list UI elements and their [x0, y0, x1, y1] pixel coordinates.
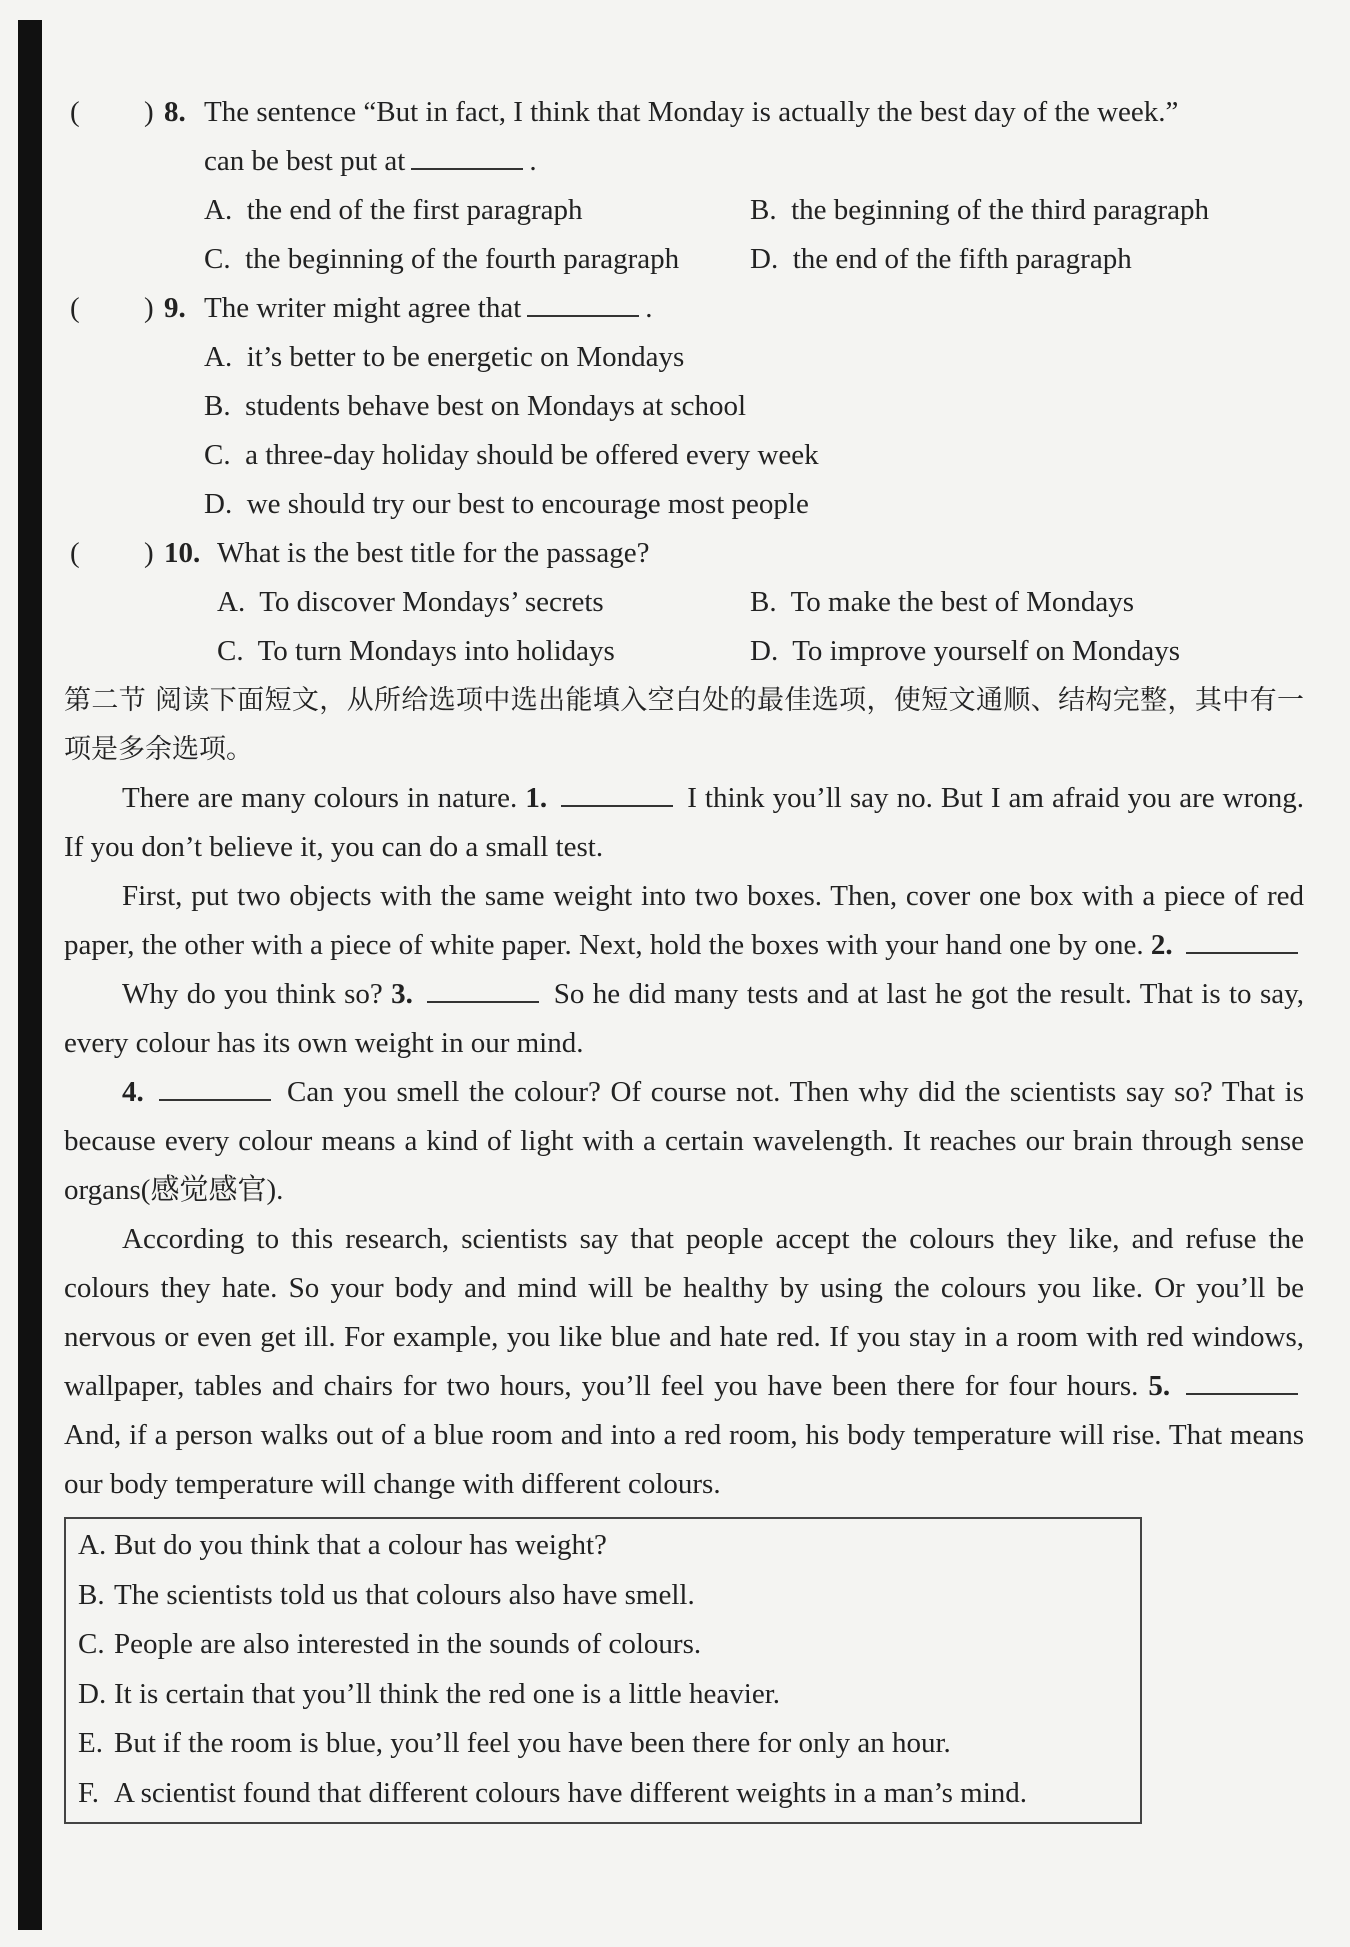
- option-c: C. To turn Mondays into holidays: [217, 635, 615, 667]
- box-option-b: B. The scientists told us that colours also have smell.: [78, 1578, 695, 1611]
- answer-paren-open: (: [70, 96, 80, 128]
- box-option-e: E. But if the room is blue, you’ll feel you have been there for only an hour.: [78, 1727, 951, 1759]
- box-option-c: C. People are also interested in the sounds of colours.: [78, 1628, 702, 1660]
- worksheet-page: [64, 88, 1304, 1824]
- answer-paren-close: ): [144, 96, 154, 128]
- passage-paragraph: Why do you think so? 3. So he did many tests and at last he got the result. That is to say, every colour has its own weight in our mind.: [64, 970, 1304, 1068]
- blank-number: 4.: [122, 1076, 144, 1108]
- box-option-a: A. But do you think that a colour has weight?: [78, 1529, 607, 1561]
- answer-blank: [527, 285, 639, 317]
- passage-paragraph: There are many colours in nature. 1. I think you’ll say no. But I am afraid you are wrong. If you don’t believe it, you can do a small test.: [64, 774, 1304, 872]
- question-stem: What is the best title for the passage?: [217, 537, 650, 569]
- option-b: B. the beginning of the third paragraph: [750, 194, 1210, 226]
- answer-blank: [1186, 1363, 1298, 1395]
- passage-paragraph: First, put two objects with the same weight into two boxes. Then, cover one box with a piece of red paper, the other with a piece of white paper. Next, hold the boxes with your hand one by one. 2.: [64, 880, 1304, 961]
- box-option-d: D. It is certain that you’ll think the red one is a little heavier.: [78, 1677, 780, 1710]
- answer-blank: [561, 775, 673, 807]
- options-row: [64, 186, 1304, 235]
- blank-number: 5.: [1148, 1370, 1171, 1402]
- binding-edge: [18, 20, 42, 1930]
- answer-paren-open: (: [70, 537, 80, 569]
- question-8: [64, 88, 1304, 137]
- answer-blank: [427, 971, 539, 1003]
- blank-number: 3.: [391, 978, 413, 1010]
- answer-blank: [1186, 922, 1298, 954]
- answer-blank: [411, 138, 523, 170]
- option-d: D. the end of the fifth paragraph: [750, 243, 1132, 275]
- option-d: D. To improve yourself on Mondays: [750, 635, 1180, 667]
- passage-paragraph: According to this research, scientists say that people accept the colours they like, and refuse the colours they hate. So your body and mind will be healthy by using the colours you like. Or you’ll be nervous or even get ill. For example, you like blue and hate red. If you stay in a room with red windows, wallpaper, tables and chairs for two hours, you’ll feel you have been there for four hours. 5. And, if a person walks out of a blue room and into a red room, his body temperature will rise. That means our body temperature will change with different colours.: [64, 1223, 1304, 1500]
- options-row: [64, 578, 1304, 627]
- question-9: [64, 284, 1304, 333]
- section-heading: 第二节 阅读下面短文，从所给选项中选出能填入空白处的最佳选项，使短文通顺、结构完整，其中有一项是多余选项。: [64, 685, 1304, 765]
- question-number: 10.: [164, 537, 201, 569]
- question-10: [64, 529, 1304, 578]
- question-stem: The sentence “But in fact, I think that Monday is actually the best day of the week.”: [204, 96, 1179, 128]
- question-stem: The writer might agree that .: [204, 284, 653, 333]
- options-box: [64, 1517, 1142, 1824]
- box-option-f: F. A scientist found that different colours have different weights in a man’s mind.: [78, 1776, 1028, 1809]
- answer-paren-open: (: [70, 292, 80, 324]
- option-c: C. the beginning of the fourth paragraph: [204, 243, 680, 275]
- question-number: 9.: [164, 292, 186, 324]
- answer-blank: [159, 1069, 271, 1101]
- question-stem-continued: can be best put at .: [64, 137, 1304, 186]
- passage-paragraph: 4. Can you smell the colour? Of course not. Then why did the scientists say so? That is because every colour means a kind of light with a certain wavelength. It reaches our brain through sense organs(感觉感官).: [64, 1068, 1304, 1215]
- answer-paren-close: ): [144, 537, 154, 569]
- option-c: C. a three-day holiday should be offered every week: [204, 439, 819, 471]
- option-d: D. we should try our best to encourage most people: [204, 488, 809, 520]
- option-a: A. it’s better to be energetic on Mondays: [204, 341, 685, 373]
- option-a: A. To discover Mondays’ secrets: [217, 586, 604, 618]
- question-number: 8.: [164, 96, 186, 128]
- blank-number: 1.: [525, 782, 548, 814]
- blank-number: 2.: [1150, 929, 1173, 961]
- options-row: [64, 627, 1304, 676]
- option-a: A. the end of the first paragraph: [204, 194, 583, 226]
- answer-paren-close: ): [144, 292, 154, 324]
- options-row: [64, 235, 1304, 284]
- option-b: B. To make the best of Mondays: [750, 586, 1135, 618]
- option-b: B. students behave best on Mondays at school: [204, 390, 747, 422]
